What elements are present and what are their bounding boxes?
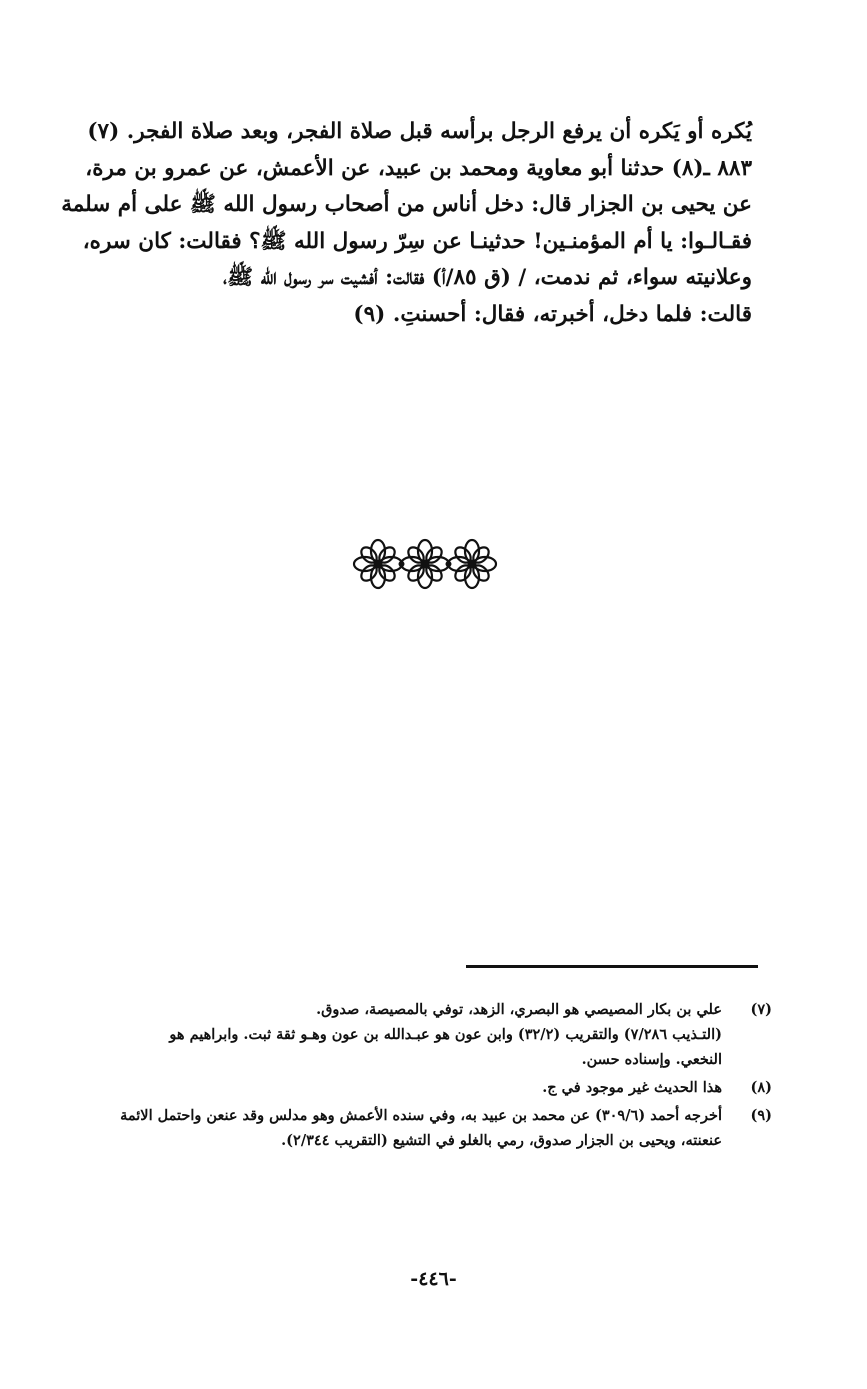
text-line: يُكره أو يَكره أن يرفع الرجل برأسه قبل صلاة الفجر، وبعد صلاة الفجر. (٧) — [87, 119, 752, 144]
footnote-body — [84, 1075, 722, 1100]
footnote-line: النخعي. وإسناده حسن. — [581, 1051, 722, 1068]
main-text — [61, 114, 752, 333]
footnote — [84, 1075, 774, 1100]
footnote-body — [84, 997, 722, 1072]
footnote-body — [84, 1103, 722, 1153]
text-line: وعلانيته سواء، ثم ندمت، / (ق ٨٥/أ) فقالت: أفشيت سر رسول الله ﷺ، — [223, 265, 752, 290]
footnote-line: أخرجه أحمد (٣٠٩/٦) عن محمد بن عبيد به، وفي سنده الأعمش وهو مدلس وقد عنعن واحتمل الائمة — [120, 1107, 722, 1124]
text-line: عن يحيى بن الجزار قال: دخل أناس من أصحاب رسول الله ﷺ على أم سلمة — [61, 192, 752, 217]
footnote — [84, 1103, 774, 1153]
footnote-line: علي بن بكار المصيصي هو البصري، الزهد، توفي بالمصيصة، صدوق. — [316, 1001, 722, 1018]
footnotes — [84, 997, 774, 1156]
text-line: قالت: فلما دخل، أخبرته، فقال: أحسنتِ. (٩) — [353, 301, 752, 327]
footnote-line: هذا الحديث غير موجود في ج. — [542, 1079, 722, 1096]
footnote-line: عنعنته، ويحيى بن الجزار صدوق، رمي بالغلو في التشيع (التقريب ٢/٣٤٤). — [281, 1132, 722, 1149]
footnote-number: (٧) — [750, 1001, 772, 1018]
footnote-number: (٨) — [750, 1079, 772, 1096]
footnote-line: (التـذيب ٧/٢٨٦) والتقريب (٣٢/٢) وابن عون هو عبـدالله بن عون وهـو ثقة ثبت. وابراهيم هو — [169, 1026, 722, 1043]
page-number: -٤٤٦- — [410, 1268, 457, 1290]
text-line: ٨٨٣ ـ(٨) حدثنا أبو معاوية ومحمد بن عبيد، عن الأعمش، عن عمرو بن مرة، — [85, 155, 752, 181]
text-line: فقـالـوا: يا أم المؤمنـين! حدثينـا عن سِرّ رسول الله ﷺ؟ فقالت: كان سره، — [82, 228, 752, 254]
footnote-separator — [466, 965, 758, 968]
footnote — [84, 997, 774, 1072]
footnote-number: (٩) — [750, 1107, 772, 1124]
floral-ornament-icon — [350, 536, 500, 592]
